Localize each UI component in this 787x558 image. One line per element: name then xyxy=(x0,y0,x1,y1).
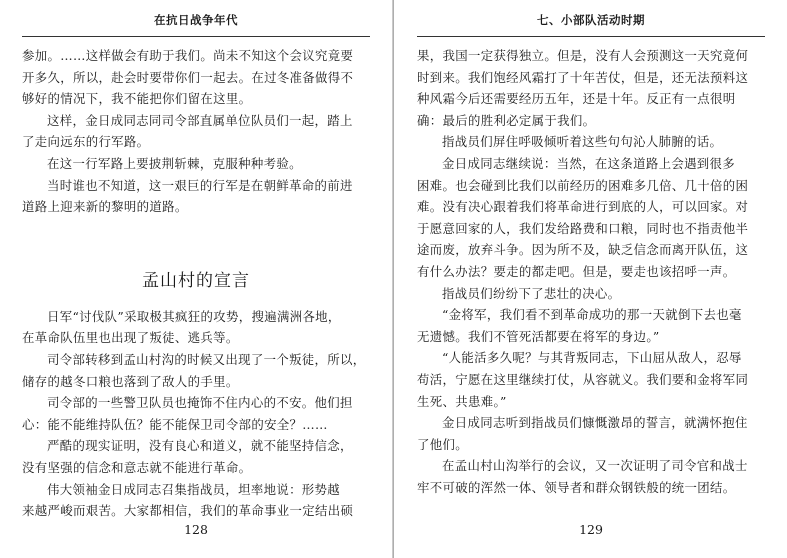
text-line: 储存的越冬口粮也落到了敌人的手里。 xyxy=(22,373,239,389)
page-body xyxy=(22,45,370,522)
text-line: 在孟山村山沟举行的会议，又一次证明了司令官和战士 xyxy=(442,458,748,474)
text-line: 金日成同志听到指战员们慷慨激昂的誓言，就满怀抱住 xyxy=(442,415,748,431)
text-line: 够好的情况下，我不能把你们留在这里。 xyxy=(22,91,252,107)
text-line: 日军“讨伐队”采取极其疯狂的攻势，搜遍满洲各地， xyxy=(47,308,341,324)
text-line: 这样，金日成同志同司令部直属单位队员们一起，踏上 xyxy=(47,112,353,128)
page-header: 在抗日战争年代 xyxy=(154,13,238,27)
text-line: 了走向远东的行军路。 xyxy=(22,134,150,150)
page-number: 128 xyxy=(184,522,208,537)
chapter-title: 孟山村的宣言 xyxy=(142,270,250,291)
text-line: 心：能不能维持队伍？能不能保卫司令部的安全？…… xyxy=(22,416,328,432)
left-page xyxy=(22,0,370,558)
page-header: 七、小部队活动时期 xyxy=(537,13,645,27)
text-line: 难。没有决心跟着我们将革命进行到底的人，可以回家。对 xyxy=(417,199,749,215)
right-page xyxy=(417,0,765,558)
text-line: 果，我国一定获得独立。但是，没有人会预测这一天究竟何 xyxy=(417,48,749,63)
text-line: 指战员们屏住呼吸倾听着这些句句沁人肺腑的话。 xyxy=(442,134,723,150)
book-gutter xyxy=(392,0,394,558)
text-line: 当时谁也不知道，这一艰巨的行军是在朝鲜革命的前进 xyxy=(47,177,353,193)
text-line: 司令部转移到孟山村沟的时候又出现了一个叛徒，所以， xyxy=(47,351,366,367)
text-line: 种风霜今后还需要经历五年，还是十年。反正有一点很明 xyxy=(417,91,736,107)
text-line: 道路上迎来新的黎明的道路。 xyxy=(22,199,188,215)
page-number: 129 xyxy=(579,522,603,537)
header-rule xyxy=(417,36,765,37)
text-line: 金日成同志继续说：当然，在这条道路上会遇到很多 xyxy=(442,155,736,171)
text-line: 有什么办法？要走的都走吧。但是，要走也该招呼一声。 xyxy=(417,263,736,279)
text-line: “人能活多久呢？与其背叛同志，下山屈从敌人，忍辱 xyxy=(442,350,742,366)
text-line: 严酷的现实证明，没有良心和道义，就不能坚持信念， xyxy=(47,438,353,454)
text-line: 了他们。 xyxy=(417,436,468,452)
header-rule xyxy=(22,36,370,37)
text-line: 伟大领袖金日成同志召集指战员，坦率地说：形势越 xyxy=(47,481,341,497)
text-line: 时到来。我们饱经风霜打了十年苦仗，但是，还无法预料这 xyxy=(417,69,749,85)
section-spacer xyxy=(22,218,370,256)
text-line: 确：最后的胜利必定属于我们。 xyxy=(417,112,596,128)
text-line: 没有坚强的信念和意志就不能进行革命。 xyxy=(22,459,252,475)
text-line: 牢不可破的浑然一体、领导者和群众钢铁般的统一团结。 xyxy=(417,479,736,495)
text-line: 困难。也会碰到比我们以前经历的困难多几倍、几十倍的困 xyxy=(417,177,749,193)
text-line: 无遗憾。我们不管死活都要在将军的身边。” xyxy=(417,328,660,344)
text-line: 在革命队伍里也出现了叛徒、逃兵等。 xyxy=(22,330,239,346)
text-line: 参加。……这样做会有助于我们。尚未不知这个会议究竟要 xyxy=(22,48,354,63)
text-line: 于愿意回家的人，我们发给路费和口粮，同时也不指责他半 xyxy=(417,220,749,236)
text-line: 在这一行军路上要披荆斩棘，克服种种考验。 xyxy=(47,155,302,171)
page-body xyxy=(417,45,765,498)
text-line: 苟活，宁愿在这里继续打仗，从容就义。我们要和金将军同 xyxy=(417,371,749,387)
text-line: 途而废，放弃斗争。因为所不及，缺乏信念而离开队伍，这 xyxy=(417,242,749,258)
text-line: 司令部的一些警卫队员也掩饰不住内心的不安。他们担 xyxy=(47,395,353,411)
text-line: 开多久，所以，赴会时要带你们一起去。在过冬准备做得不 xyxy=(22,69,354,85)
text-line: “金将军，我们看不到革命成功的那一天就倒下去也毫 xyxy=(442,307,742,323)
text-line: 生死、共患难。” xyxy=(417,393,507,409)
text-line: 指战员们纷纷下了悲壮的决心。 xyxy=(442,285,621,301)
text-line: 来越严峻而艰苦。大家都相信，我们的革命事业一定结出硕 xyxy=(22,503,354,519)
